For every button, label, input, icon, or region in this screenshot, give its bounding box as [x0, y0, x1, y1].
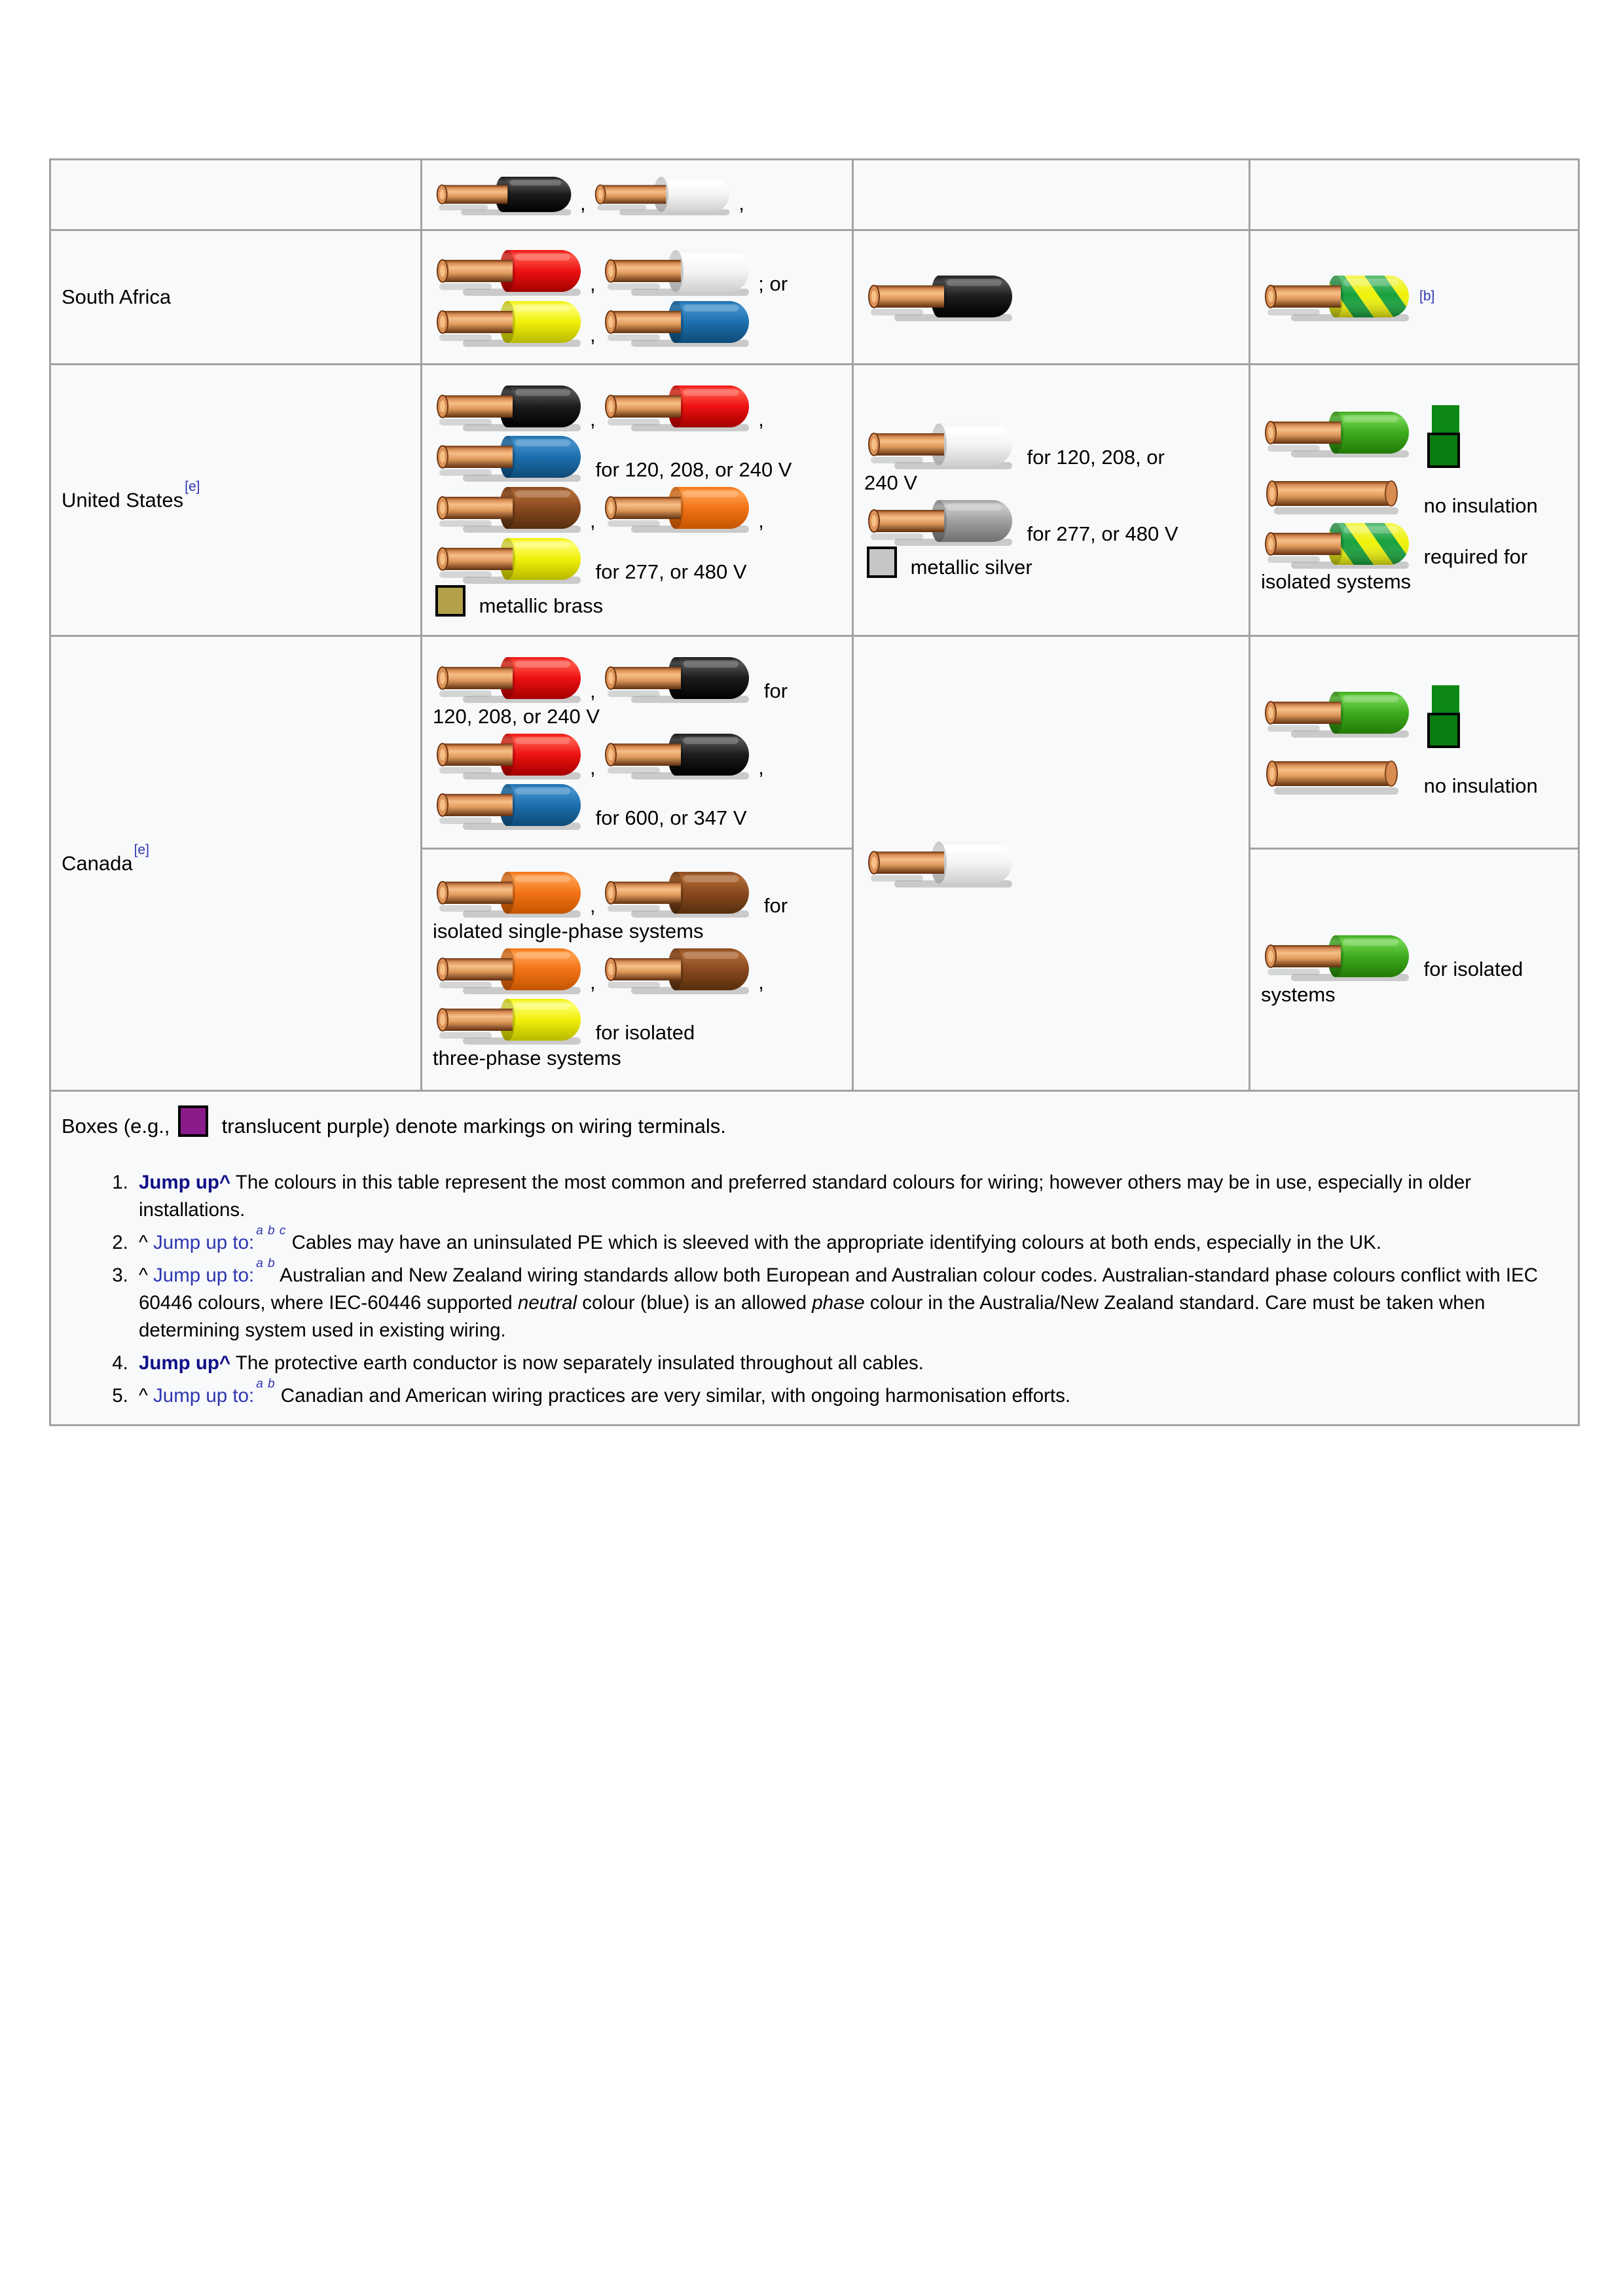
white-wire-image — [866, 838, 1016, 888]
cell-partial-neutral — [853, 160, 1250, 230]
yellow-wire-image — [434, 534, 585, 584]
cell-partial-phase-wires: , , — [422, 160, 853, 230]
blue-wire-image — [434, 780, 585, 830]
cell-canada-earth-wires-standard: no insulation — [1250, 636, 1579, 849]
white-wire-image — [602, 246, 753, 296]
red-wire-image — [434, 653, 585, 703]
green-terminal-marking-boxes — [1427, 685, 1460, 748]
cell-south-africa-label: South Africa — [50, 230, 422, 365]
table-row-canada-upper — [50, 636, 1579, 849]
cell-united-states-earth-wires: no insulation required for isolated systems — [1250, 365, 1579, 636]
brass-terminal-marking-box — [435, 585, 465, 617]
cell-south-africa-neutral-wire — [853, 230, 1250, 365]
green-wire-image — [1262, 408, 1413, 457]
greenyellow-wire-image — [1262, 519, 1413, 569]
table-row-south-africa — [50, 230, 1579, 365]
footnote-ref-link[interactable]: [b] — [1419, 288, 1435, 304]
cell-canada-phase-wires-isolated: , for isolated single-phase systems , , for isolated three-phase systems — [422, 849, 853, 1091]
cell-south-africa-earth-wire — [1250, 230, 1579, 365]
jump-up-link[interactable]: Jump up to: — [153, 1384, 255, 1407]
black-wire-image — [434, 173, 575, 215]
silver-terminal-marking-box — [867, 547, 897, 578]
cell-canada-label: Canada[e] — [50, 636, 422, 1091]
cell-south-africa-phase-wires: , ; or , — [422, 230, 853, 365]
red-wire-image — [434, 246, 585, 296]
jump-up-backlink-letters[interactable]: a b — [256, 1257, 276, 1271]
yellow-wire-image — [434, 995, 585, 1045]
cell-footnotes — [50, 1091, 1579, 1426]
bare-copper-wire-image — [1262, 468, 1413, 518]
green-box-bordered — [1427, 713, 1460, 748]
cell-canada-phase-wires-standard: , for 120, 208, or 240 V , , for 600, or 347 V — [422, 636, 853, 849]
green-wire-image — [1262, 931, 1413, 981]
cell-united-states-neutral-wires: for 120, 208, or 240 V for 277, or 480 V metallic silver — [853, 365, 1250, 636]
brown-wire-image — [602, 868, 753, 918]
green-wire-image — [1262, 688, 1413, 738]
jump-up-link[interactable]: Jump up to: — [153, 1265, 255, 1286]
red-wire-image — [434, 730, 585, 780]
white-wire-image — [866, 420, 1016, 469]
orange-wire-image — [434, 868, 585, 918]
jump-up-link[interactable]: Jump up^ — [139, 1172, 231, 1194]
table-row-partial — [50, 160, 1579, 230]
footnote-ref-link[interactable]: [e] — [185, 478, 200, 494]
jump-up-link[interactable]: Jump up^ — [139, 1352, 231, 1374]
blue-wire-image — [602, 297, 753, 347]
italic-term: neutral — [517, 1291, 577, 1314]
brown-wire-image — [602, 944, 753, 994]
jump-up-link[interactable]: Jump up to: — [153, 1232, 255, 1254]
green-box-plain — [1432, 685, 1459, 714]
footnote-ref-link[interactable]: [e] — [134, 842, 149, 857]
purple-terminal-marking-box — [178, 1105, 208, 1137]
italic-term: phase — [812, 1291, 865, 1314]
green-terminal-marking-boxes — [1427, 405, 1460, 468]
footnotes-list — [62, 1169, 1567, 1409]
black-wire-image — [602, 653, 753, 703]
orange-wire-image — [434, 944, 585, 994]
black-wire-image — [866, 272, 1016, 321]
footnote-item: 3. ^ Jump up to:$^{a b}$ Australian and New Zealand wiring standards allow both European and Australian colour codes. Australian-standard phase colours conflict with IEC 60446 colours, where IEC-60446 supported neutral colour (blue) is an allowed phase colour in the Australia/New Zealand standard. Care must be taken when determining system used in existing wiring. — [134, 1262, 1567, 1344]
cell-united-states-phase-wires: , , for 120, 208, or 240 V , , for 277, or 480 V metallic brass — [422, 365, 853, 636]
footnote-item: 5. ^ Jump up to:$^{a b}$ Canadian and American wiring practices are very similar, with ongoing harmonisation efforts. — [134, 1382, 1567, 1410]
cell-canada-earth-wire-isolated: for isolated systems — [1250, 849, 1579, 1091]
greenyellow-wire-image — [1262, 272, 1413, 321]
green-box-bordered — [1427, 433, 1460, 468]
black-wire-image — [602, 730, 753, 780]
white-wire-image — [593, 173, 733, 215]
blue-wire-image — [434, 432, 585, 482]
footnote-item: 2. ^ Jump up to:$^{a b c}$ Cables may have an uninsulated PE which is sleeved with the appropriate identifying colours at both ends, especially in the UK. — [134, 1229, 1567, 1257]
jump-up-backlink-letters[interactable]: a b — [256, 1376, 276, 1391]
table-row-united-states — [50, 365, 1579, 636]
jump-up-backlink-letters[interactable]: a b c — [256, 1224, 287, 1238]
cell-partial-earth — [1250, 160, 1579, 230]
cell-united-states-label: United States[e] — [50, 365, 422, 636]
gray-wire-image — [866, 496, 1016, 546]
brown-wire-image — [434, 483, 585, 533]
cell-canada-neutral-wire — [853, 636, 1250, 1091]
footnote-item: 4. Jump up^ The protective earth conductor is now separately insulated throughout all cables. — [134, 1350, 1567, 1377]
wiring-colour-table — [49, 158, 1580, 1426]
yellow-wire-image — [434, 297, 585, 347]
red-wire-image — [602, 382, 753, 431]
table-row-footer — [50, 1091, 1579, 1426]
cell-partial-country — [50, 160, 422, 230]
orange-wire-image — [602, 483, 753, 533]
terminal-boxes-note: Boxes (e.g., translucent purple) denote markings on wiring terminals. — [62, 1105, 1567, 1139]
wiring-colour-table-wrapper — [49, 158, 1580, 1426]
bare-copper-wire-image — [1262, 748, 1413, 798]
footnote-item: 1. Jump up^ The colours in this table represent the most common and preferred standard colours for wiring; however others may be in use, especially in older installations. — [134, 1169, 1567, 1224]
black-wire-image — [434, 382, 585, 431]
green-box-plain — [1432, 405, 1459, 434]
